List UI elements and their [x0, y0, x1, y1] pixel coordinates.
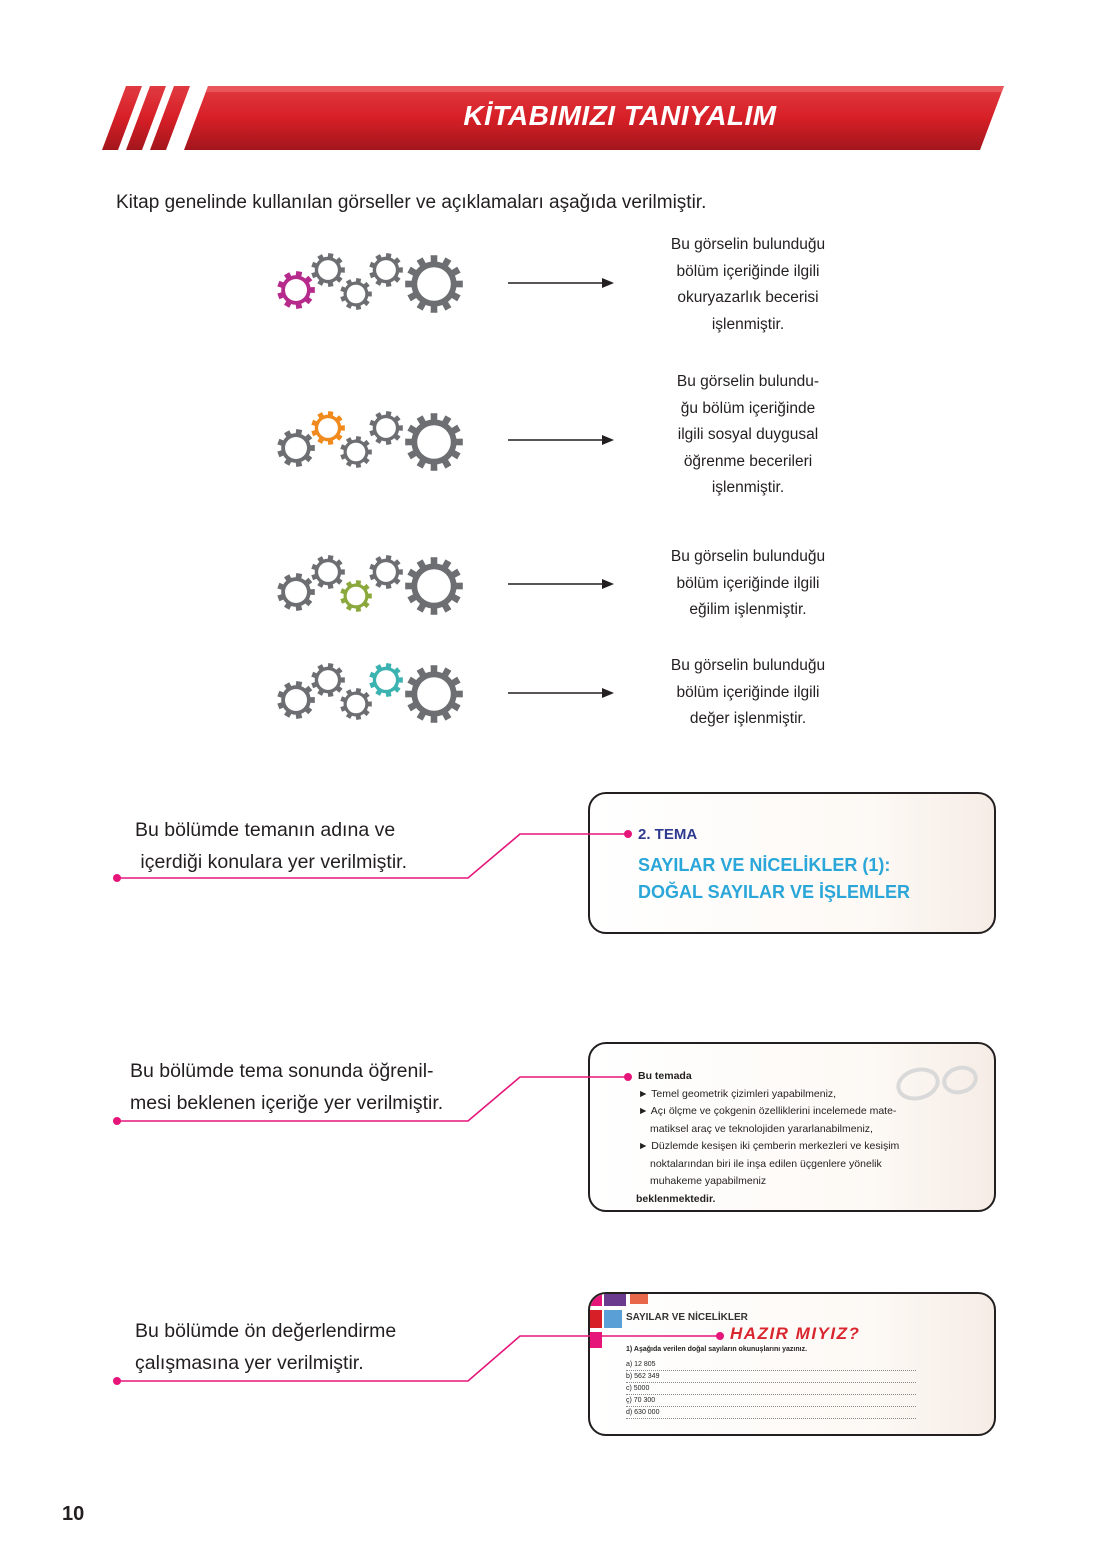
- gears-disposition-icon: [270, 552, 470, 622]
- callout-goals-text: Bu bölümde tema sonunda öğrenil- mesi beklenen içeriğe yer verilmiştir.: [130, 1060, 444, 1114]
- ready-item: c) 5000: [626, 1384, 916, 1395]
- arrow-icon: [508, 687, 614, 699]
- gear-icon: [405, 413, 463, 471]
- connector-dot: [113, 874, 121, 882]
- ready-card-preview: [588, 1292, 996, 1436]
- gear-description: Bu görselin bulunduğu bölüm içeriğinde ilgili değer işlenmiştir.: [670, 657, 826, 727]
- page-number: 10: [62, 1503, 85, 1525]
- gear-icon: [277, 573, 315, 611]
- color-square: [630, 1294, 648, 1304]
- gear-icon: [277, 429, 315, 467]
- gear-icon: [405, 255, 463, 313]
- callout-ready-text: Bu bölümde ön değerlendirme çalışmasına yer verilmiştir.: [135, 1320, 397, 1374]
- arrow-icon: [508, 578, 614, 590]
- gear-icon: [311, 253, 345, 287]
- gear-icon: [340, 580, 372, 612]
- theme-number: 2. TEMA: [638, 826, 698, 843]
- gear-description: Bu görselin bulunduğu bölüm içeriğinde ilgili okuryazarlık becerisi işlenmiştir.: [670, 236, 826, 333]
- gears-social-emotional-icon: [270, 408, 470, 478]
- arrow-icon: [508, 277, 614, 289]
- gears-value-icon: [270, 660, 470, 730]
- intro-text: Kitap genelinde kullanılan görseller ve açıklamaları aşağıda verilmiştir.: [116, 192, 707, 213]
- ready-item: a) 12 805: [626, 1360, 916, 1371]
- gear-description: Bu görselin bulunduğu bölüm içeriğinde ilgili eğilim işlenmiştir.: [670, 548, 826, 618]
- page-title: KİTABIMIZI TANIYALIM: [463, 100, 777, 131]
- ready-item: d) 630 000: [626, 1408, 916, 1419]
- gear-icon: [369, 253, 403, 287]
- ready-item: ç) 70 300: [626, 1396, 916, 1407]
- gear-icon: [340, 278, 372, 310]
- color-square: [604, 1310, 622, 1328]
- color-square: [590, 1294, 602, 1306]
- gear-icon: [277, 271, 315, 309]
- header-banner: [0, 0, 1106, 170]
- theme-title: SAYILAR VE NİCELİKLER (1): DOĞAL SAYILAR VE İŞLEMLER: [638, 855, 911, 902]
- gear-icon: [369, 663, 403, 697]
- gear-icon: [311, 411, 345, 445]
- gear-icon: [405, 665, 463, 723]
- ready-question: 1) Aşağıda verilen doğal sayıların okunuşlarını yazınız.: [626, 1346, 808, 1353]
- theme-card-preview: [588, 792, 996, 934]
- ready-title: HAZIR MIYIZ?: [730, 1324, 861, 1343]
- gear-icon: [369, 411, 403, 445]
- connector-dot: [113, 1377, 121, 1385]
- connector-dot: [113, 1117, 121, 1125]
- ready-category: SAYILAR VE NİCELİKLER: [626, 1312, 748, 1323]
- goals-card-preview: [588, 1042, 996, 1212]
- ready-item: b) 562 349: [626, 1372, 916, 1383]
- color-square: [590, 1332, 602, 1348]
- color-square: [590, 1310, 602, 1328]
- gear-icon: [405, 557, 463, 615]
- arrow-icon: [508, 434, 614, 446]
- gear-icon: [340, 436, 372, 468]
- gear-icon: [311, 663, 345, 697]
- gears-literacy-icon: [270, 250, 470, 320]
- goals-list: Bu temada ► Temel geometrik çizimleri yapabilmeniz, ► Açı ölçme ve çokgenin özelliklerini incelemede mate- matiksel araç ve teknolojiden yararlanabilmeniz, ► Düzlemde kesişen iki çemberin merkezleri ve kesişim noktalarından biri ile inşa edilen üçgenlere yönelik muhakeme yapabilmeniz beklenmektedir.: [636, 1070, 900, 1205]
- color-square: [604, 1294, 626, 1306]
- gear-description: Bu görselin bulundu- ğu bölüm içeriğinde ilgili sosyal duygusal öğrenme becerileri işlenmiştir.: [676, 373, 820, 496]
- gear-icon: [369, 555, 403, 589]
- gear-icon: [311, 555, 345, 589]
- callout-theme-text: Bu bölümde temanın adına ve içerdiği konulara yer verilmiştir.: [135, 819, 408, 873]
- gear-icon: [277, 681, 315, 719]
- gear-icon: [340, 688, 372, 720]
